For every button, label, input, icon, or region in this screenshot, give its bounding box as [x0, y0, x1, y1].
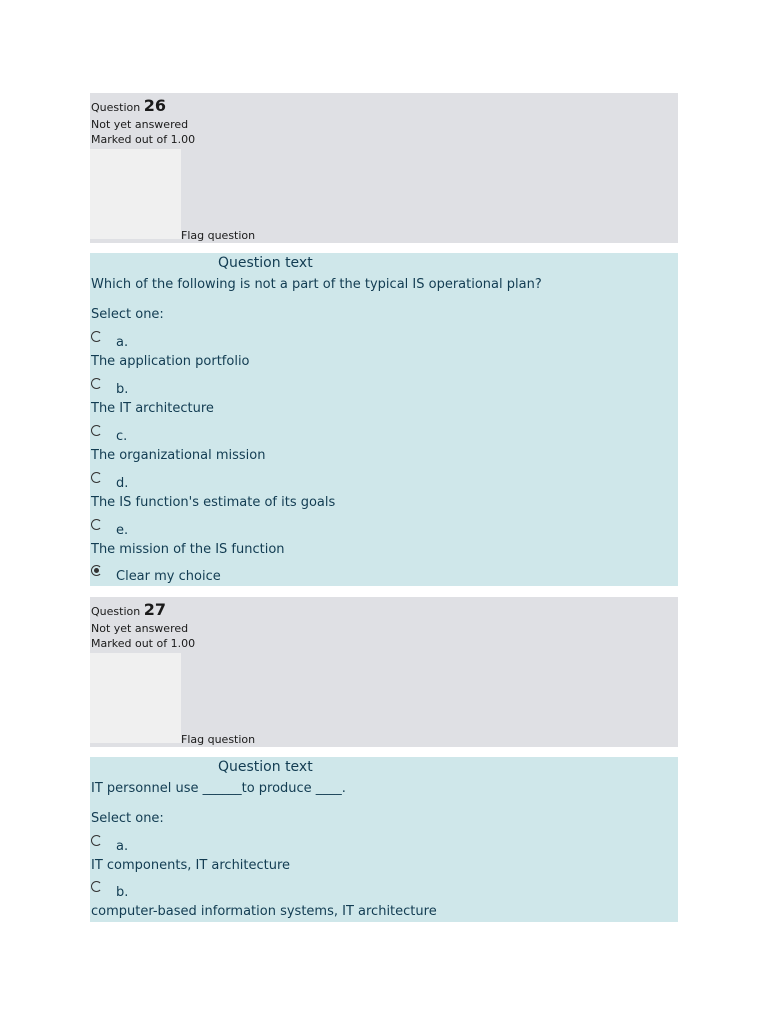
option-e-answer[interactable]: The mission of the IS function — [91, 542, 285, 557]
select-one-prompt: Select one: — [91, 307, 164, 322]
option-b-radio[interactable] — [91, 378, 102, 389]
option-c-letter: c. — [116, 429, 128, 444]
option-c-answer[interactable]: The organizational mission — [91, 448, 266, 463]
option-e-letter: e. — [116, 523, 129, 538]
question-text-label: Question text — [218, 255, 313, 271]
option-a-answer[interactable]: IT components, IT architecture — [91, 858, 291, 873]
clear-my-choice-link[interactable]: Clear my choice — [116, 569, 221, 584]
flag-question-link[interactable]: Flag question — [181, 733, 256, 746]
question-27-info — [90, 597, 678, 747]
question-grade: Marked out of 1.00 — [91, 637, 196, 650]
option-a-radio[interactable] — [91, 331, 102, 342]
question-state: Not yet answered — [91, 118, 189, 131]
option-d-radio[interactable] — [91, 472, 102, 483]
option-d-letter: d. — [116, 476, 129, 491]
option-b-letter: b. — [116, 382, 129, 397]
option-a-letter: a. — [116, 839, 129, 854]
question-state: Not yet answered — [91, 622, 189, 635]
option-b-radio[interactable] — [91, 881, 102, 892]
question-26-content — [90, 253, 678, 586]
option-c-radio[interactable] — [91, 425, 102, 436]
clear-choice-radio[interactable] — [91, 565, 102, 576]
select-one-prompt: Select one: — [91, 811, 164, 826]
option-a-letter: a. — [116, 335, 129, 350]
option-b-answer[interactable]: computer-based information systems, IT architecture — [91, 904, 437, 919]
option-b-answer[interactable]: The IT architecture — [91, 401, 214, 416]
question-text-label: Question text — [218, 759, 313, 775]
question-number-value: 27 — [143, 600, 166, 619]
question-number: Question 26 — [91, 96, 166, 115]
question-26-info — [90, 93, 678, 243]
option-a-answer[interactable]: The application portfolio — [91, 354, 250, 369]
question-grade: Marked out of 1.00 — [91, 133, 196, 146]
question-number: Question 27 — [91, 600, 166, 619]
flag-box — [90, 653, 181, 743]
flag-box — [90, 149, 181, 239]
question-27-content — [90, 757, 678, 922]
option-b-letter: b. — [116, 885, 129, 900]
option-a-radio[interactable] — [91, 835, 102, 846]
flag-question-link[interactable]: Flag question — [181, 229, 256, 242]
option-e-radio[interactable] — [91, 519, 102, 530]
option-d-answer[interactable]: The IS function's estimate of its goals — [91, 495, 336, 510]
question-number-value: 26 — [143, 96, 166, 115]
question-text: IT personnel use ______to produce ____. — [91, 781, 346, 796]
question-text: Which of the following is not a part of the typical IS operational plan? — [91, 277, 542, 292]
